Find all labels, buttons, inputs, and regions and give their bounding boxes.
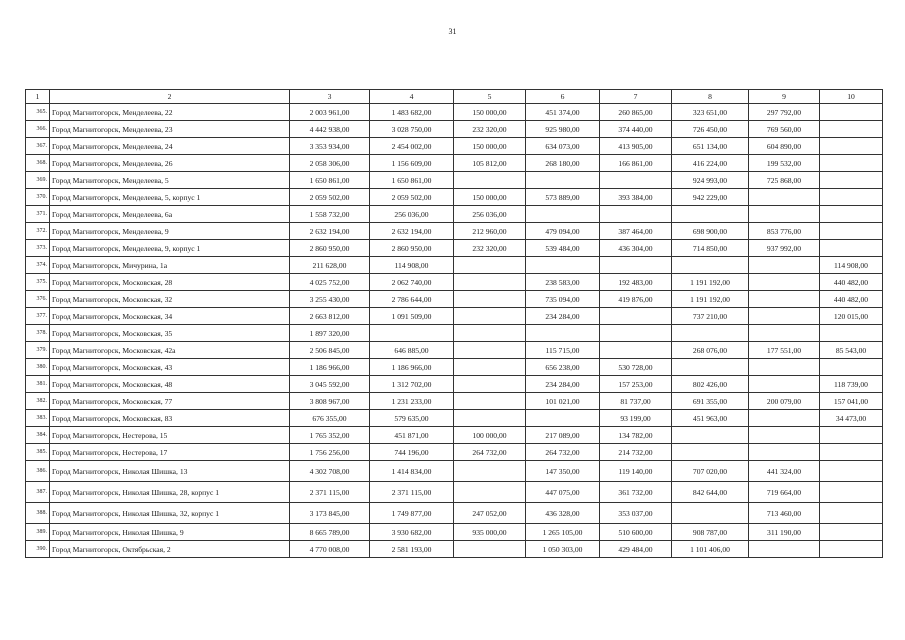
amount-cell: 429 484,00 [600, 541, 672, 558]
amount-cell [600, 308, 672, 325]
row-number-cell: 388. [26, 503, 50, 524]
amount-cell: 2 371 115,00 [370, 482, 454, 503]
row-number-cell: 382. [26, 393, 50, 410]
column-header-3: 3 [290, 90, 370, 104]
amount-cell: 114 908,00 [370, 257, 454, 274]
amount-cell: 114 908,00 [820, 257, 883, 274]
amount-cell: 1 483 682,00 [370, 104, 454, 121]
address-cell: Город Магнитогорск, Менделеева, 22 [50, 104, 290, 121]
amount-cell: 656 238,00 [526, 359, 600, 376]
amount-cell: 2 860 950,00 [370, 240, 454, 257]
amount-cell: 212 960,00 [454, 223, 526, 240]
amount-cell [672, 503, 749, 524]
amount-cell: 214 732,00 [600, 444, 672, 461]
address-cell: Город Магнитогорск, Николая Шишка, 32, корпус 1 [50, 503, 290, 524]
row-number-cell: 365. [26, 104, 50, 121]
amount-cell: 268 076,00 [672, 342, 749, 359]
amount-cell: 268 180,00 [526, 155, 600, 172]
table-row [26, 104, 883, 121]
amount-cell: 1 231 233,00 [370, 393, 454, 410]
amount-cell: 105 812,00 [454, 155, 526, 172]
row-number-cell: 370. [26, 189, 50, 206]
amount-cell [820, 461, 883, 482]
amount-cell: 177 551,00 [749, 342, 820, 359]
amount-cell: 691 355,00 [672, 393, 749, 410]
amount-cell: 232 320,00 [454, 240, 526, 257]
amount-cell: 2 059 502,00 [290, 189, 370, 206]
amount-cell: 2 632 194,00 [370, 223, 454, 240]
amount-cell: 4 442 938,00 [290, 121, 370, 138]
amount-cell: 440 482,00 [820, 274, 883, 291]
amount-cell: 134 782,00 [600, 427, 672, 444]
amount-cell: 440 482,00 [820, 291, 883, 308]
address-cell: Город Магнитогорск, Менделеева, 9 [50, 223, 290, 240]
table-row [26, 359, 883, 376]
address-cell: Город Магнитогорск, Московская, 48 [50, 376, 290, 393]
address-cell: Город Магнитогорск, Николая Шишка, 13 [50, 461, 290, 482]
table-row [26, 172, 883, 189]
amount-cell: 1 186 966,00 [370, 359, 454, 376]
amount-cell: 925 980,00 [526, 121, 600, 138]
address-cell: Город Магнитогорск, Менделеева, 9, корпус 1 [50, 240, 290, 257]
address-cell: Город Магнитогорск, Московская, 77 [50, 393, 290, 410]
table-row [26, 121, 883, 138]
amount-cell: 147 350,00 [526, 461, 600, 482]
table-row [26, 291, 883, 308]
amount-cell [820, 121, 883, 138]
table-row [26, 206, 883, 223]
amount-cell: 192 483,00 [600, 274, 672, 291]
amount-cell [820, 223, 883, 240]
amount-cell: 1 186 966,00 [290, 359, 370, 376]
amount-cell: 150 000,00 [454, 138, 526, 155]
amount-cell [672, 427, 749, 444]
address-cell: Город Магнитогорск, Менделеева, 23 [50, 121, 290, 138]
address-cell: Город Магнитогорск, Николая Шишка, 28, корпус 1 [50, 482, 290, 503]
table-row [26, 342, 883, 359]
row-number-cell: 378. [26, 325, 50, 342]
amount-cell: 713 460,00 [749, 503, 820, 524]
column-header-5: 5 [454, 90, 526, 104]
amount-cell: 2 786 644,00 [370, 291, 454, 308]
amount-cell: 2 506 845,00 [290, 342, 370, 359]
amount-cell [454, 291, 526, 308]
amount-cell: 256 036,00 [370, 206, 454, 223]
amount-cell [820, 524, 883, 541]
amount-cell: 1 050 303,00 [526, 541, 600, 558]
amount-cell: 908 787,00 [672, 524, 749, 541]
amount-cell [454, 461, 526, 482]
table-row [26, 503, 883, 524]
amount-cell [526, 410, 600, 427]
amount-cell: 81 737,00 [600, 393, 672, 410]
amount-cell [672, 257, 749, 274]
column-header-7: 7 [600, 90, 672, 104]
amount-cell: 707 020,00 [672, 461, 749, 482]
amount-cell: 447 075,00 [526, 482, 600, 503]
amount-cell: 726 450,00 [672, 121, 749, 138]
amount-cell: 2 632 194,00 [290, 223, 370, 240]
amount-cell: 2 371 115,00 [290, 482, 370, 503]
amount-cell: 1 191 192,00 [672, 274, 749, 291]
column-header-10: 10 [820, 90, 883, 104]
row-number-cell: 373. [26, 240, 50, 257]
row-number-cell: 366. [26, 121, 50, 138]
amount-cell: 120 015,00 [820, 308, 883, 325]
amount-cell: 232 320,00 [454, 121, 526, 138]
amount-cell: 698 900,00 [672, 223, 749, 240]
amount-cell: 436 328,00 [526, 503, 600, 524]
amount-cell: 200 079,00 [749, 393, 820, 410]
amount-cell [820, 444, 883, 461]
amount-cell: 842 644,00 [672, 482, 749, 503]
amount-cell [672, 206, 749, 223]
amount-cell: 199 532,00 [749, 155, 820, 172]
amount-cell [820, 189, 883, 206]
amount-cell [600, 325, 672, 342]
table-row [26, 308, 883, 325]
amount-cell: 451 871,00 [370, 427, 454, 444]
amount-cell [454, 376, 526, 393]
amount-cell [600, 206, 672, 223]
amount-cell [749, 257, 820, 274]
amount-cell: 353 037,00 [600, 503, 672, 524]
amount-cell [600, 172, 672, 189]
amount-cell: 676 355,00 [290, 410, 370, 427]
column-header-4: 4 [370, 90, 454, 104]
column-header-2: 2 [50, 90, 290, 104]
amount-cell [820, 427, 883, 444]
table-row [26, 240, 883, 257]
amount-cell: 1 091 509,00 [370, 308, 454, 325]
amount-cell: 8 665 789,00 [290, 524, 370, 541]
address-cell: Город Магнитогорск, Мичурина, 1а [50, 257, 290, 274]
table-row [26, 223, 883, 240]
amount-cell: 441 324,00 [749, 461, 820, 482]
amount-cell [672, 359, 749, 376]
amount-cell: 479 094,00 [526, 223, 600, 240]
table-row [26, 376, 883, 393]
row-number-cell: 385. [26, 444, 50, 461]
row-number-cell: 386. [26, 461, 50, 482]
amount-cell: 115 715,00 [526, 342, 600, 359]
amount-cell: 217 089,00 [526, 427, 600, 444]
amount-cell: 157 041,00 [820, 393, 883, 410]
amount-cell: 297 792,00 [749, 104, 820, 121]
amount-cell: 714 850,00 [672, 240, 749, 257]
amount-cell: 256 036,00 [454, 206, 526, 223]
amount-cell: 651 134,00 [672, 138, 749, 155]
row-number-cell: 376. [26, 291, 50, 308]
amount-cell [454, 410, 526, 427]
table-row [26, 444, 883, 461]
amount-cell: 2 003 961,00 [290, 104, 370, 121]
amount-cell: 238 583,00 [526, 274, 600, 291]
amount-cell: 100 000,00 [454, 427, 526, 444]
amount-cell: 737 210,00 [672, 308, 749, 325]
page-number: 31 [448, 27, 457, 36]
amount-cell [672, 325, 749, 342]
amount-cell [749, 325, 820, 342]
amount-cell: 573 889,00 [526, 189, 600, 206]
amount-cell [820, 206, 883, 223]
row-number-cell: 387. [26, 482, 50, 503]
amount-cell [370, 325, 454, 342]
amount-cell: 719 664,00 [749, 482, 820, 503]
amount-cell: 853 776,00 [749, 223, 820, 240]
amount-cell: 374 440,00 [600, 121, 672, 138]
row-number-cell: 379. [26, 342, 50, 359]
address-cell: Город Магнитогорск, Нестерова, 17 [50, 444, 290, 461]
table-row [26, 461, 883, 482]
table-row [26, 155, 883, 172]
amount-cell: 1 749 877,00 [370, 503, 454, 524]
amount-cell: 1 756 256,00 [290, 444, 370, 461]
amount-cell [600, 257, 672, 274]
amount-cell: 413 905,00 [600, 138, 672, 155]
amount-cell: 1 650 861,00 [370, 172, 454, 189]
amount-cell: 157 253,00 [600, 376, 672, 393]
amount-cell [454, 257, 526, 274]
table-row [26, 524, 883, 541]
amount-cell: 1 650 861,00 [290, 172, 370, 189]
address-cell: Город Магнитогорск, Московская, 32 [50, 291, 290, 308]
amount-cell: 211 628,00 [290, 257, 370, 274]
data-table [25, 89, 883, 558]
amount-cell [749, 291, 820, 308]
address-cell: Город Магнитогорск, Московская, 83 [50, 410, 290, 427]
address-cell: Город Магнитогорск, Московская, 42а [50, 342, 290, 359]
amount-cell [820, 172, 883, 189]
amount-cell [749, 410, 820, 427]
amount-cell [749, 308, 820, 325]
amount-cell: 2 058 306,00 [290, 155, 370, 172]
row-number-cell: 377. [26, 308, 50, 325]
amount-cell: 937 992,00 [749, 240, 820, 257]
amount-cell [454, 342, 526, 359]
amount-cell: 2 860 950,00 [290, 240, 370, 257]
amount-cell: 436 304,00 [600, 240, 672, 257]
amount-cell [820, 503, 883, 524]
amount-cell [820, 155, 883, 172]
amount-cell: 646 885,00 [370, 342, 454, 359]
amount-cell: 802 426,00 [672, 376, 749, 393]
amount-cell [749, 376, 820, 393]
amount-cell: 234 284,00 [526, 308, 600, 325]
row-number-cell: 375. [26, 274, 50, 291]
address-cell: Город Магнитогорск, Менделеева, 6а [50, 206, 290, 223]
amount-cell: 101 021,00 [526, 393, 600, 410]
amount-cell: 634 073,00 [526, 138, 600, 155]
address-cell: Город Магнитогорск, Менделеева, 5, корпус 1 [50, 189, 290, 206]
amount-cell: 3 930 682,00 [370, 524, 454, 541]
amount-cell: 510 600,00 [600, 524, 672, 541]
amount-cell: 735 094,00 [526, 291, 600, 308]
table-row [26, 274, 883, 291]
amount-cell: 935 000,00 [454, 524, 526, 541]
amount-cell: 150 000,00 [454, 189, 526, 206]
address-cell: Город Магнитогорск, Нестерова, 15 [50, 427, 290, 444]
column-header-6: 6 [526, 90, 600, 104]
row-number-cell: 369. [26, 172, 50, 189]
amount-cell [749, 274, 820, 291]
amount-cell: 93 199,00 [600, 410, 672, 427]
amount-cell [454, 274, 526, 291]
table-row [26, 541, 883, 558]
amount-cell: 234 284,00 [526, 376, 600, 393]
amount-cell: 264 732,00 [526, 444, 600, 461]
amount-cell [454, 359, 526, 376]
address-cell: Город Магнитогорск, Московская, 43 [50, 359, 290, 376]
table-row [26, 325, 883, 342]
header-row [26, 90, 883, 104]
amount-cell: 264 732,00 [454, 444, 526, 461]
amount-cell: 2 581 193,00 [370, 541, 454, 558]
amount-cell [820, 138, 883, 155]
amount-cell: 1 156 609,00 [370, 155, 454, 172]
table-row [26, 410, 883, 427]
address-cell: Город Магнитогорск, Менделеева, 26 [50, 155, 290, 172]
amount-cell [526, 172, 600, 189]
row-number-cell: 389. [26, 524, 50, 541]
amount-cell: 416 224,00 [672, 155, 749, 172]
amount-cell [526, 325, 600, 342]
amount-cell: 3 353 934,00 [290, 138, 370, 155]
table-row [26, 138, 883, 155]
amount-cell [454, 325, 526, 342]
amount-cell [820, 482, 883, 503]
table-row [26, 427, 883, 444]
amount-cell: 3 045 592,00 [290, 376, 370, 393]
amount-cell: 419 876,00 [600, 291, 672, 308]
amount-cell [526, 206, 600, 223]
amount-cell [820, 325, 883, 342]
row-number-cell: 372. [26, 223, 50, 240]
column-header-8: 8 [672, 90, 749, 104]
amount-cell [749, 444, 820, 461]
amount-cell: 1 312 702,00 [370, 376, 454, 393]
amount-cell: 1 414 834,00 [370, 461, 454, 482]
amount-cell: 393 384,00 [600, 189, 672, 206]
row-number-cell: 384. [26, 427, 50, 444]
amount-cell: 3 808 967,00 [290, 393, 370, 410]
amount-cell: 150 000,00 [454, 104, 526, 121]
address-cell: Город Магнитогорск, Менделеева, 24 [50, 138, 290, 155]
amount-cell: 34 473,00 [820, 410, 883, 427]
amount-cell: 725 868,00 [749, 172, 820, 189]
amount-cell: 118 739,00 [820, 376, 883, 393]
amount-cell [820, 104, 883, 121]
amount-cell: 769 560,00 [749, 121, 820, 138]
row-number-cell: 381. [26, 376, 50, 393]
row-number-cell: 380. [26, 359, 50, 376]
amount-cell [526, 257, 600, 274]
amount-cell: 85 543,00 [820, 342, 883, 359]
table-row [26, 189, 883, 206]
row-number-cell: 383. [26, 410, 50, 427]
amount-cell: 2 062 740,00 [370, 274, 454, 291]
amount-cell: 1 265 105,00 [526, 524, 600, 541]
address-cell: Город Магнитогорск, Николая Шишка, 9 [50, 524, 290, 541]
amount-cell: 1 897 320,00 [290, 325, 370, 342]
amount-cell [454, 308, 526, 325]
amount-cell [600, 342, 672, 359]
amount-cell: 2 059 502,00 [370, 189, 454, 206]
amount-cell [454, 393, 526, 410]
address-cell: Город Магнитогорск, Московская, 34 [50, 308, 290, 325]
address-cell: Город Магнитогорск, Менделеева, 5 [50, 172, 290, 189]
amount-cell: 1 101 406,00 [672, 541, 749, 558]
amount-cell: 311 190,00 [749, 524, 820, 541]
amount-cell: 530 728,00 [600, 359, 672, 376]
column-header-1: 1 [26, 90, 50, 104]
amount-cell [749, 359, 820, 376]
amount-cell: 744 196,00 [370, 444, 454, 461]
amount-cell: 942 229,00 [672, 189, 749, 206]
amount-cell: 3 173 845,00 [290, 503, 370, 524]
amount-cell [749, 189, 820, 206]
amount-cell [820, 541, 883, 558]
amount-cell: 4 770 008,00 [290, 541, 370, 558]
row-number-cell: 374. [26, 257, 50, 274]
amount-cell [454, 172, 526, 189]
amount-cell: 1 765 352,00 [290, 427, 370, 444]
amount-cell: 451 963,00 [672, 410, 749, 427]
amount-cell: 924 993,00 [672, 172, 749, 189]
address-cell: Город Магнитогорск, Московская, 28 [50, 274, 290, 291]
amount-cell [454, 482, 526, 503]
column-header-9: 9 [749, 90, 820, 104]
amount-cell [749, 206, 820, 223]
amount-cell [749, 541, 820, 558]
amount-cell: 604 890,00 [749, 138, 820, 155]
row-number-cell: 368. [26, 155, 50, 172]
amount-cell [454, 541, 526, 558]
table-row [26, 257, 883, 274]
amount-cell: 4 025 752,00 [290, 274, 370, 291]
amount-cell: 539 484,00 [526, 240, 600, 257]
row-number-cell: 390. [26, 541, 50, 558]
table-row [26, 393, 883, 410]
amount-cell: 1 558 732,00 [290, 206, 370, 223]
amount-cell: 387 464,00 [600, 223, 672, 240]
row-number-cell: 367. [26, 138, 50, 155]
amount-cell: 2 663 812,00 [290, 308, 370, 325]
amount-cell: 579 635,00 [370, 410, 454, 427]
amount-cell: 3 255 430,00 [290, 291, 370, 308]
amount-cell: 247 052,00 [454, 503, 526, 524]
amount-cell: 119 140,00 [600, 461, 672, 482]
amount-cell: 451 374,00 [526, 104, 600, 121]
amount-cell [820, 240, 883, 257]
amount-cell: 166 861,00 [600, 155, 672, 172]
address-cell: Город Магнитогорск, Московская, 35 [50, 325, 290, 342]
amount-cell: 260 865,00 [600, 104, 672, 121]
table-row [26, 482, 883, 503]
amount-cell: 323 651,00 [672, 104, 749, 121]
amount-cell [820, 359, 883, 376]
amount-cell: 3 028 750,00 [370, 121, 454, 138]
row-number-cell: 371. [26, 206, 50, 223]
amount-cell: 361 732,00 [600, 482, 672, 503]
amount-cell: 4 302 708,00 [290, 461, 370, 482]
amount-cell: 1 191 192,00 [672, 291, 749, 308]
amount-cell: 2 454 002,00 [370, 138, 454, 155]
amount-cell [749, 427, 820, 444]
address-cell: Город Магнитогорск, Октябрьская, 2 [50, 541, 290, 558]
amount-cell [672, 444, 749, 461]
